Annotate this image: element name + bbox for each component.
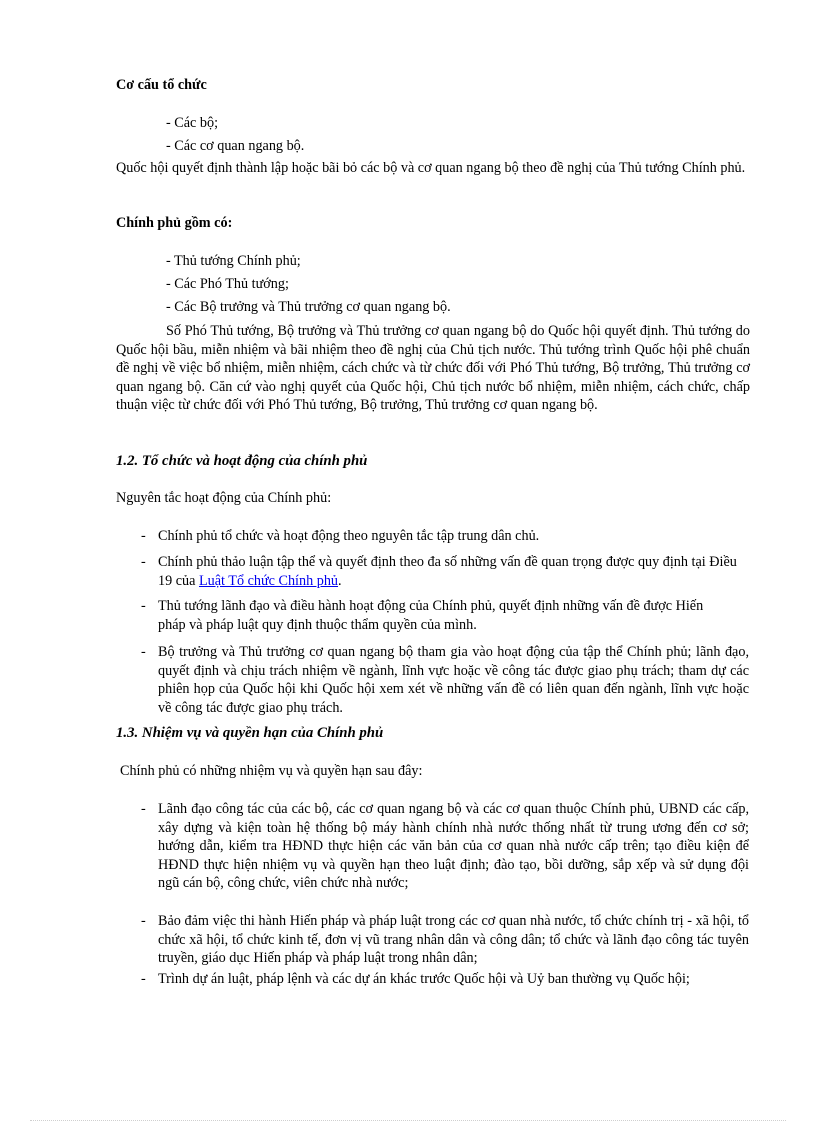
list-item: - Các Phó Thủ tướng; — [166, 276, 289, 292]
paragraph: Quốc hội quyết định thành lập hoặc bãi bỏ các bộ và cơ quan ngang bộ theo đề nghị của Thủ tướng Chính phủ. — [116, 160, 746, 176]
dash-bullet: - — [141, 598, 146, 614]
list-item-text — [141, 553, 749, 590]
paragraph: Số Phó Thủ tướng, Bộ trưởng và Thủ trưởng cơ quan ngang bộ do Quốc hội quyết định. Thủ tướng do Quốc hội bầu, miễn nhiệm và bãi nhiệm theo đề nghị của Chủ tịch nước. Thủ tướng trình Quốc hội phê chuẩn đề nghị về việc bổ nhiệm, miễn nhiệm, cách chức và từ chức đối với Phó Thủ tướng, Bộ trưởng, Thủ trưởng cơ quan ngang bộ. Căn cứ vào nghị quyết của Quốc hội, Chủ tịch nước bổ nhiệm, miễn nhiệm, cách chức, chấp thuận việc từ chức đối với Phó Thủ tướng, Bộ trưởng, Thủ trưởng cơ quan ngang bộ. — [116, 323, 750, 414]
intro-text: Chính phủ có những nhiệm vụ và quyền hạn sau đây: — [120, 763, 423, 779]
list-item — [141, 597, 731, 634]
list-item — [141, 970, 749, 989]
list-item-text: Bộ trưởng và Thủ trưởng cơ quan ngang bộ tham gia vào hoạt động của tập thể Chính phủ; lãnh đạo, quyết định và chịu trách nhiệm về ngành, lĩnh vực hoặc về công tác được giao phụ trách; tham dự các phiên họp của Quốc hội khi Quốc hội xem xét về những vấn đề có liên quan đến ngành, lĩnh vực hoặc về công tác được giao phụ trách. — [158, 644, 749, 716]
list-item — [141, 800, 749, 893]
dash-bullet: - — [141, 971, 146, 987]
list-item — [141, 643, 749, 717]
dash-bullet: - — [141, 528, 146, 544]
intro-text: Nguyên tắc hoạt động của Chính phủ: — [116, 490, 332, 506]
luat-to-chuc-chinh-phu-link[interactable]: Luật Tổ chức Chính phủ — [198, 572, 339, 589]
list-item — [141, 553, 749, 590]
heading-chinh-phu-gom-co: Chính phủ gồm có: — [116, 215, 233, 231]
dash-bullet: - — [141, 913, 146, 929]
list-item-text-post: . — [338, 572, 342, 589]
dash-bullet: - — [141, 644, 146, 660]
list-item: - Các Bộ trưởng và Thủ trưởng cơ quan ngang bộ. — [166, 299, 451, 315]
dash-bullet: - — [141, 554, 146, 570]
list-item: - Thủ tướng Chính phủ; — [166, 253, 301, 269]
page-bottom-divider — [30, 1120, 786, 1121]
list-item-text: Thủ tướng lãnh đạo và điều hành hoạt động của Chính phủ, quyết định những vấn đề được Hiến pháp và pháp luật quy định thuộc thẩm quyền của mình. — [158, 598, 704, 633]
heading-1-3: 1.3. Nhiệm vụ và quyền hạn của Chính phủ — [116, 725, 384, 741]
dash-bullet: - — [141, 801, 146, 817]
list-item: - Các cơ quan ngang bộ. — [166, 138, 305, 154]
heading-1-2: 1.2. Tổ chức và hoạt động của chính phủ — [116, 453, 368, 469]
list-item-text: Chính phủ tổ chức và hoạt động theo nguyên tắc tập trung dân chủ. — [158, 528, 540, 544]
list-item-text: Trình dự án luật, pháp lệnh và các dự án khác trước Quốc hội và Uỷ ban thường vụ Quốc hội; — [158, 971, 690, 987]
list-item-text: Lãnh đạo công tác của các bộ, các cơ quan ngang bộ và các cơ quan thuộc Chính phủ, UBND các cấp, xây dựng và kiện toàn hệ thống bộ máy hành chính nhà nước thống nhất từ trung ương đến cơ sở; hướng dẫn, kiểm tra HĐND thực hiện các văn bản của cơ quan nhà nước cấp trên; tạo điều kiện để HĐND thực hiện nhiệm vụ và quyền hạn theo luật định; đào tạo, bồi dưỡng, sắp xếp và sử dụng đội ngũ cán bộ, công chức, viên chức nhà nước; — [158, 801, 749, 892]
list-item — [141, 527, 749, 546]
list-item-text-pre: Chính phủ thảo luận tập thể và quyết định theo đa số những vấn đề quan trọng được quy định tại Điều 19 của — [158, 554, 737, 589]
list-item: - Các bộ; — [166, 115, 219, 131]
list-item-text: Bảo đảm việc thi hành Hiến pháp và pháp luật trong các cơ quan nhà nước, tổ chức chính trị - xã hội, tổ chức xã hội, tổ chức kinh tế, đơn vị vũ trang nhân dân và công dân; tổ chức và lãnh đạo công tác tuyên truyền, giáo dục Hiến pháp và pháp luật trong nhân dân; — [158, 913, 749, 967]
list-item — [141, 912, 749, 968]
heading-co-cau-to-chuc: Cơ cấu tổ chức — [116, 77, 207, 93]
